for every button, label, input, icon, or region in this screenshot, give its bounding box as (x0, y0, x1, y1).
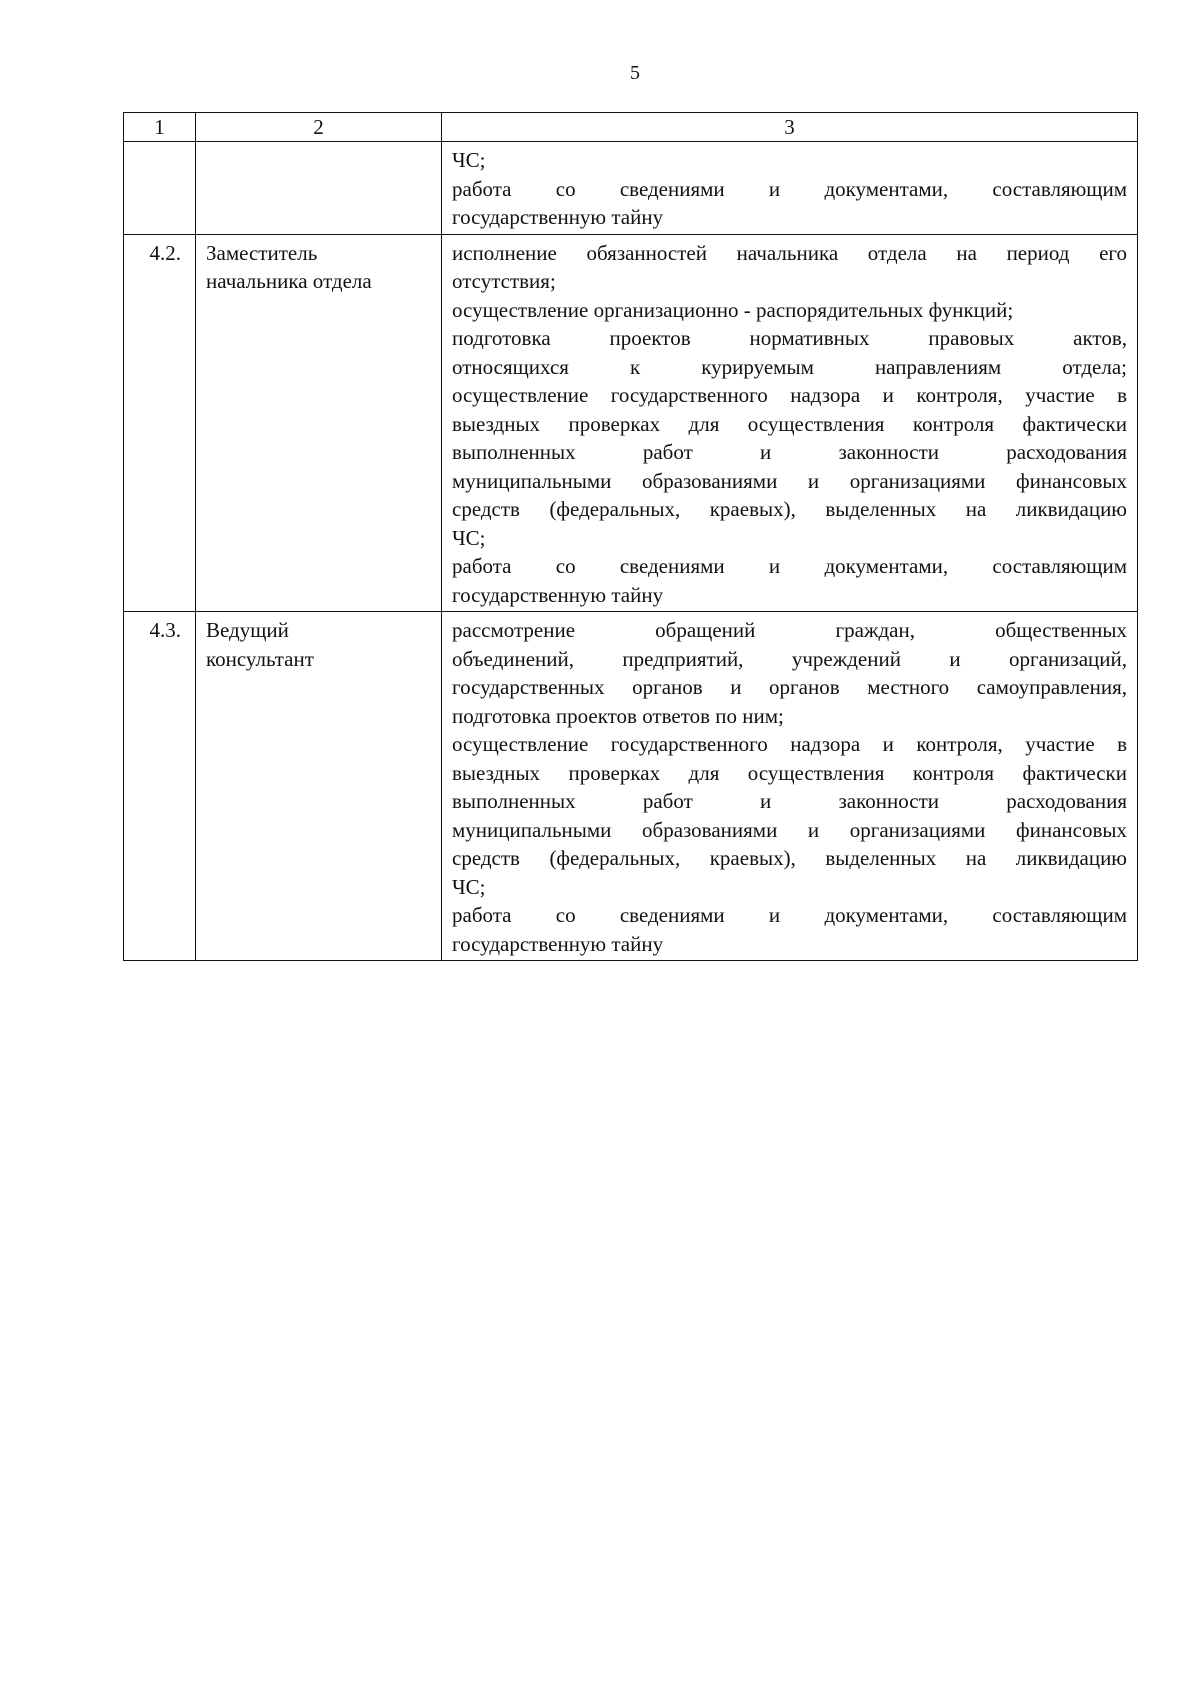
duty-line: подготовка проектов ответов по ним; (452, 703, 784, 728)
duties-cell (442, 234, 1138, 612)
position-cell (196, 612, 442, 961)
table-row (124, 142, 1138, 235)
duty-line: осуществление организационно - распорядительных функций; (452, 297, 1014, 322)
table-row (124, 612, 1138, 961)
duty-line: относящихся к курируемым направлениям отдела; (452, 354, 1127, 379)
duty-line: ЧС; (452, 525, 486, 550)
duty-line: объединений, предприятий, учреждений и организаций, (452, 646, 1127, 671)
duties-table (123, 112, 1138, 961)
duty-line: ЧС; (452, 148, 486, 172)
duty-line: ЧС; (452, 874, 486, 899)
header-row (124, 113, 1138, 142)
duty-line: исполнение обязанностей начальника отдела на период его (452, 240, 1127, 265)
position-line: Ведущий (206, 618, 289, 642)
duty-line: отсутствия; (452, 269, 556, 293)
duty-line: выполненных работ и законности расходования (452, 789, 1127, 813)
duty-line: работа со сведениями и документами, составляющим (452, 554, 1127, 578)
duty-line: муниципальными образованиями и организациями финансовых (452, 817, 1127, 842)
duty-line: средств (федеральных, краевых), выделенных на ликвидацию (452, 497, 1127, 521)
header-cell-position: 2 (196, 113, 442, 142)
duty-line: выполненных работ и законности расходования (452, 440, 1127, 464)
duty-line: осуществление государственного надзора и контроля, участие в (452, 732, 1127, 756)
duty-line: государственную тайну (452, 582, 664, 607)
position-cell (196, 142, 442, 235)
table-body (124, 142, 1138, 961)
duty-line: государственных органов и органов местного самоуправления, (452, 675, 1127, 699)
header-cell-duties: 3 (442, 113, 1138, 142)
duty-line: государственную тайну (452, 205, 664, 229)
row-number-cell: 4.2. (124, 234, 196, 612)
header-cell-number: 1 (124, 113, 196, 142)
duty-line: средств (федеральных, краевых), выделенных на ликвидацию (452, 846, 1127, 870)
position-line: Заместитель (206, 240, 318, 265)
duty-line: работа со сведениями и документами, составляющим (452, 176, 1127, 201)
duty-line: работа со сведениями и документами, составляющим (452, 903, 1127, 927)
page-number: 5 (630, 62, 640, 84)
duty-line: муниципальными образованиями и организациями финансовых (452, 468, 1127, 493)
position-line: консультант (206, 646, 314, 671)
duties-cell (442, 612, 1138, 961)
duty-line: рассмотрение обращений граждан, общественных (452, 618, 1127, 642)
row-number-cell: 4.3. (124, 612, 196, 961)
duty-line: выездных проверках для осуществления контроля фактически (452, 760, 1127, 785)
position-cell (196, 234, 442, 612)
duties-cell (442, 142, 1138, 235)
duty-line: подготовка проектов нормативных правовых актов, (452, 326, 1127, 350)
table-row (124, 234, 1138, 612)
duty-line: государственную тайну (452, 931, 664, 956)
row-number-cell (124, 142, 196, 235)
duty-line: осуществление государственного надзора и контроля, участие в (452, 383, 1127, 407)
position-line: начальника отдела (206, 269, 372, 293)
duty-line: выездных проверках для осуществления контроля фактически (452, 411, 1127, 436)
